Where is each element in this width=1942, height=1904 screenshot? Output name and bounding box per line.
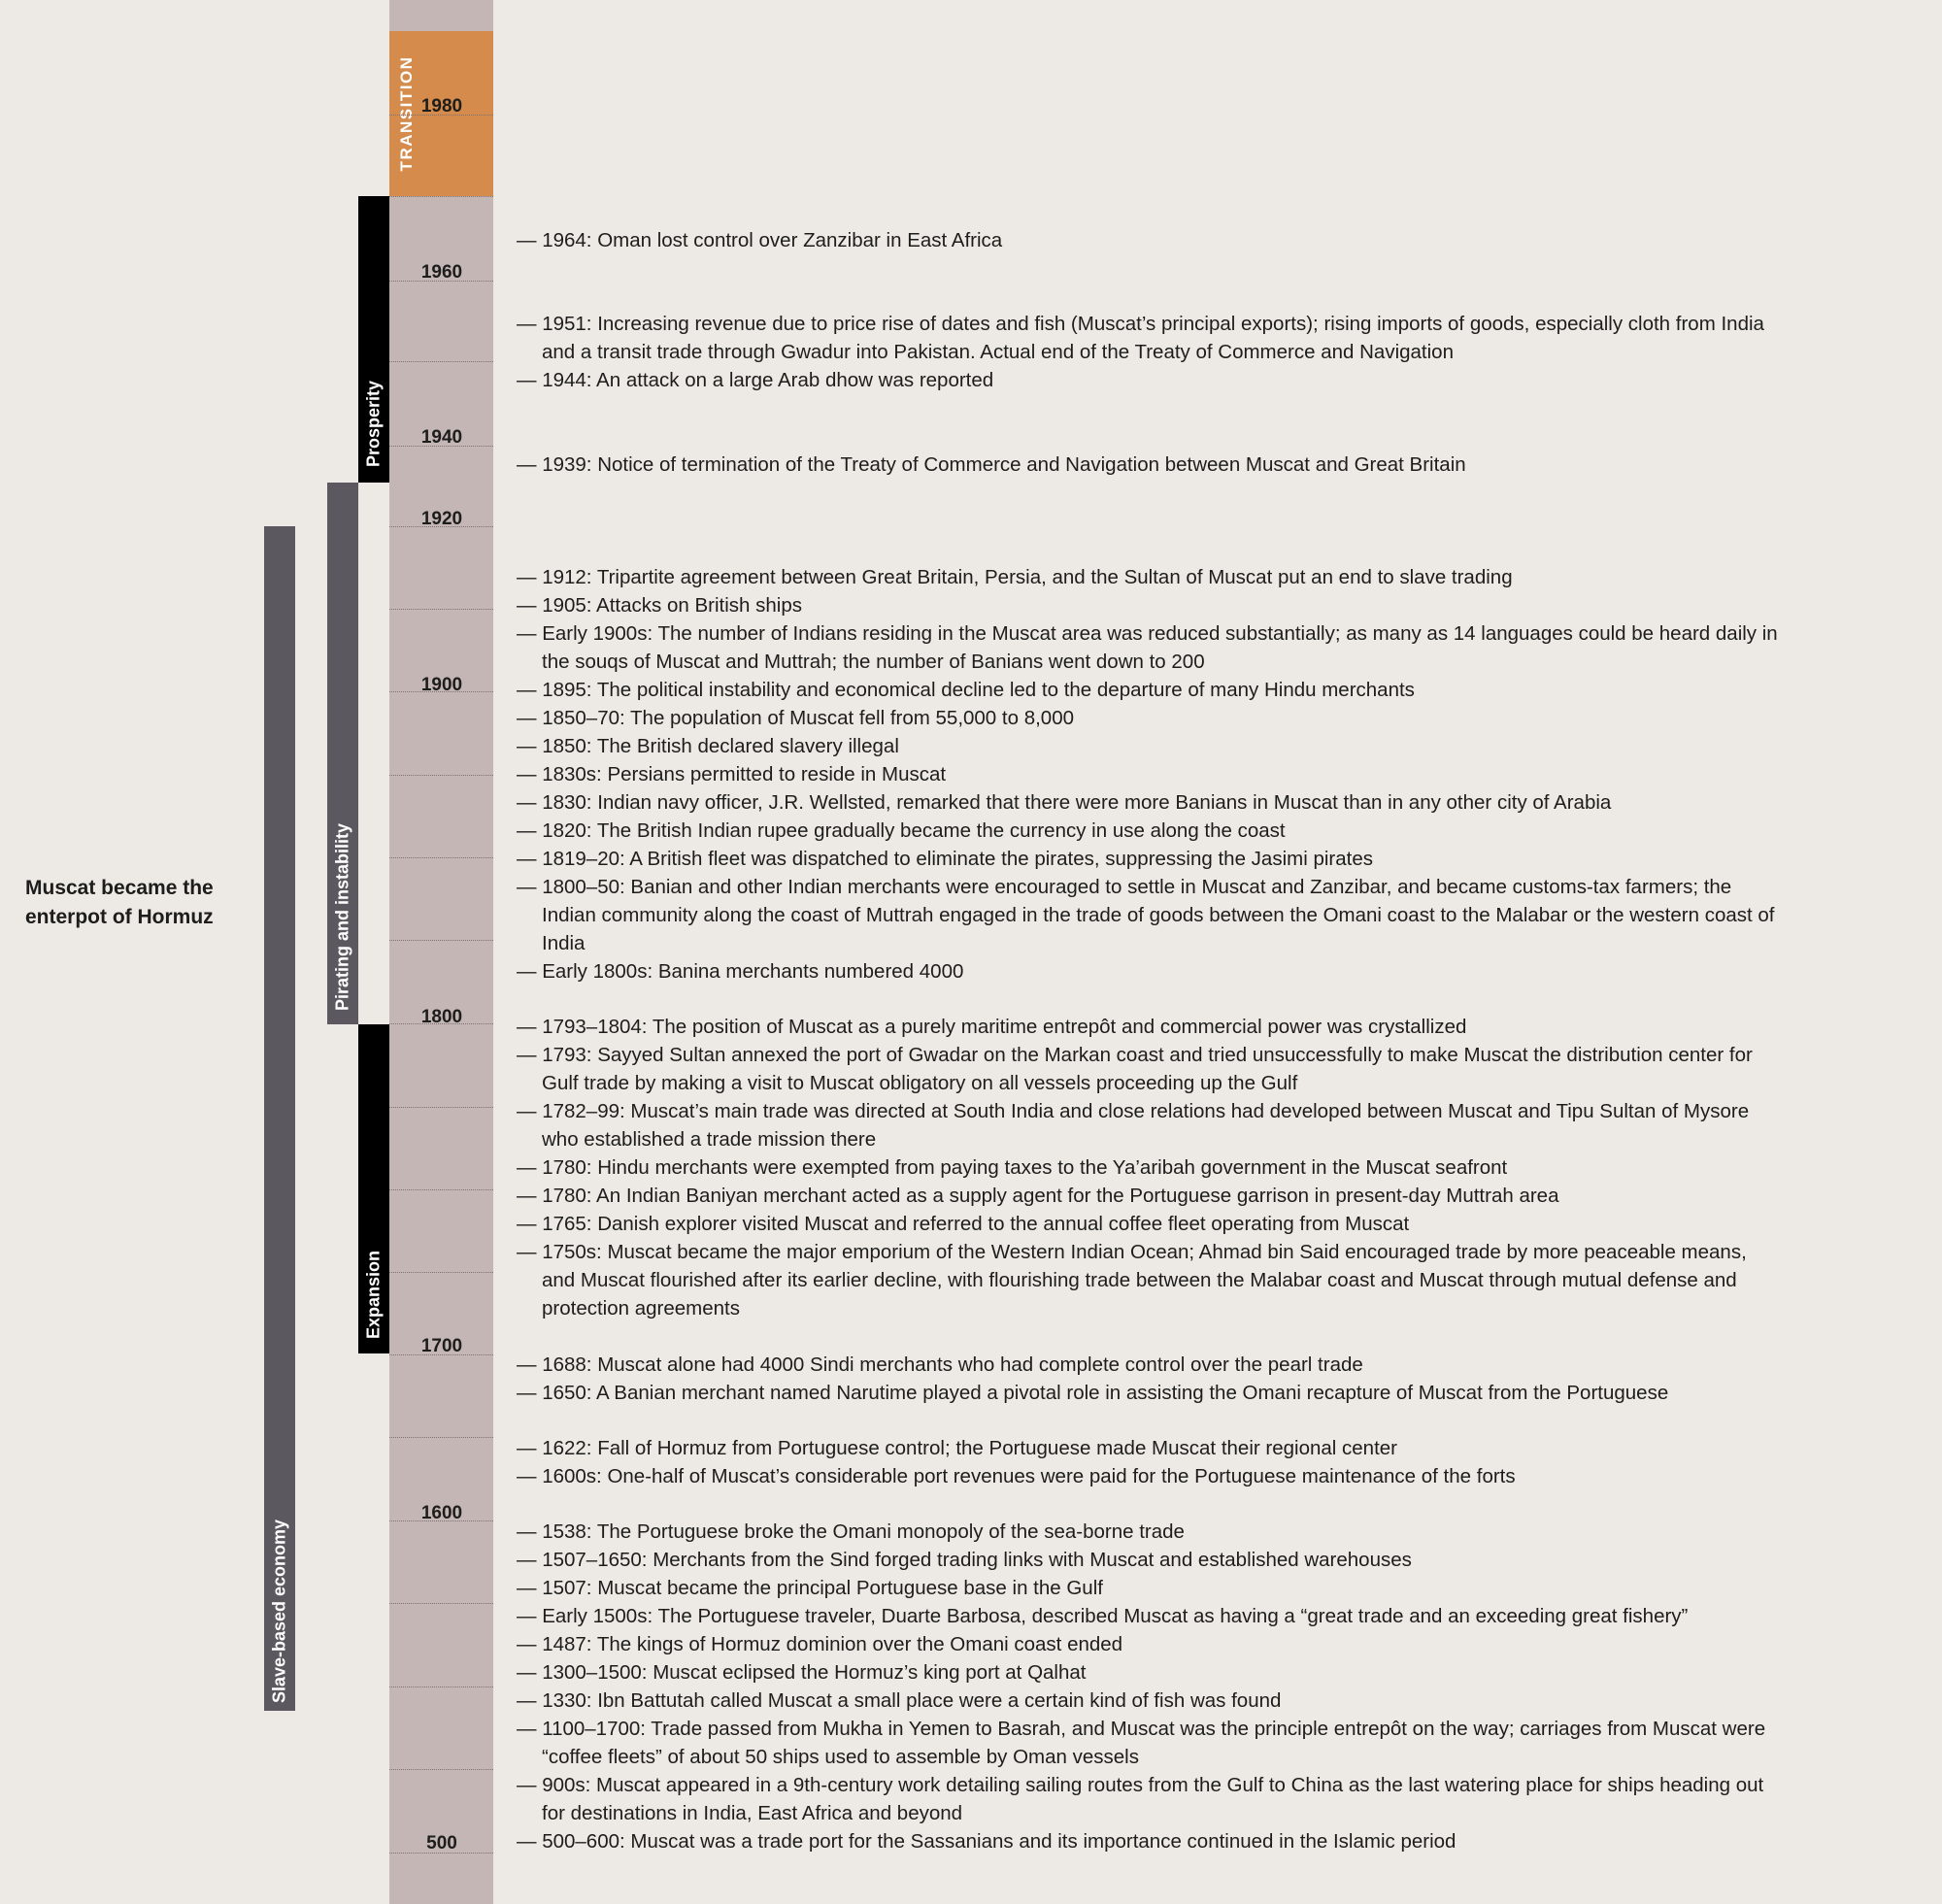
- axis-tick: [389, 196, 493, 197]
- axis-tick: [389, 361, 493, 362]
- timeline-event: — 1100–1700: Trade passed from Mukha in Yemen to Basrah, and Muscat was the principle entrepôt on the way; carriages from Muscat were “coffee fleets” of about 50 ships used to assemble by Oman vessels: [517, 1718, 1766, 1768]
- period-label-pirating: Pirating and instability: [332, 822, 352, 1012]
- hormuz-note: Muscat became the enterpot of Hormuz: [25, 877, 214, 928]
- timeline-event: — 1964: Oman lost control over Zanzibar in East Africa: [517, 229, 1003, 251]
- timeline-event: — 1750s: Muscat became the major emporium of the Western Indian Ocean; Ahmad bin Said encouraged trade by more peaceable means, and Muscat flourished after its earlier decline, with flourishing trade between the Malabar coast and Muscat through mutual defense and protection agreements: [517, 1241, 1747, 1319]
- timeline-event: — 1330: Ibn Battutah called Muscat a small place were a certain kind of fish was found: [517, 1689, 1282, 1712]
- timeline-event: — 1912: Tripartite agreement between Great Britain, Persia, and the Sultan of Muscat put an end to slave trading: [517, 566, 1513, 588]
- year-label: 1980: [420, 96, 463, 117]
- year-label: 500: [426, 1833, 457, 1854]
- timeline-event: — Early 1500s: The Portuguese traveler, Duarte Barbosa, described Muscat as having a “great trade and an exceeding great fishery”: [517, 1605, 1689, 1627]
- timeline-event: — 1688: Muscat alone had 4000 Sindi merchants who had complete control over the pearl trade: [517, 1353, 1363, 1376]
- timeline-event: — 1830s: Persians permitted to reside in Muscat: [517, 763, 947, 785]
- period-label-slave-economy: Slave-based economy: [269, 1519, 289, 1704]
- timeline-event: — 1780: An Indian Baniyan merchant acted as a supply agent for the Portuguese garrison in present-day Muttrah area: [517, 1185, 1559, 1207]
- timeline-event: — 1300–1500: Muscat eclipsed the Hormuz’s king port at Qalhat: [517, 1661, 1087, 1684]
- year-label: 1700: [420, 1336, 463, 1356]
- axis-tick: [389, 609, 493, 610]
- axis-tick: [389, 1189, 493, 1190]
- timeline-event: — 1765: Danish explorer visited Muscat and referred to the annual coffee fleet operating from Muscat: [517, 1213, 1410, 1235]
- timeline-event: — 1895: The political instability and economical decline led to the departure of many Hindu merchants: [517, 679, 1415, 701]
- axis-tick: [389, 1107, 493, 1108]
- period-label-expansion: Expansion: [363, 1250, 384, 1340]
- timeline-event: — 1507–1650: Merchants from the Sind forged trading links with Muscat and established warehouses: [517, 1549, 1412, 1571]
- axis-tick: [389, 857, 493, 858]
- period-bar-prosperity: [358, 196, 389, 483]
- period-bar-expansion: [358, 1024, 389, 1353]
- timeline-event: — 1830: Indian navy officer, J.R. Wellsted, remarked that there were more Banians in Muscat than in any other city of Arabia: [517, 791, 1612, 814]
- timeline-event: — 1820: The British Indian rupee gradually became the currency in use along the coast: [517, 819, 1286, 842]
- timeline-event: — 1850: The British declared slavery illegal: [517, 735, 899, 757]
- timeline-event: — 1600s: One-half of Muscat’s considerable port revenues were paid for the Portuguese maintenance of the forts: [517, 1465, 1516, 1487]
- timeline-event: — Early 1800s: Banina merchants numbered 4000: [517, 960, 964, 983]
- timeline-event: — 900s: Muscat appeared in a 9th-century work detailing sailing routes from the Gulf to China as the last watering place for ships heading out for destinations in India, East Africa and beyond: [517, 1774, 1764, 1824]
- timeline-event: — 1944: An attack on a large Arab dhow was reported: [517, 369, 994, 391]
- year-label: 1600: [420, 1503, 463, 1523]
- period-bar-slave-economy: [264, 526, 295, 1711]
- timeline-event: — 1793: Sayyed Sultan annexed the port of Gwadar on the Markan coast and tried unsuccessfully to make Muscat the distribution center for Gulf trade by making a visit to Muscat obligatory on all vessels proceeding up the Gulf: [517, 1044, 1753, 1094]
- year-label: 1900: [420, 675, 463, 695]
- axis-tick: [389, 1769, 493, 1770]
- timeline-event: — 1622: Fall of Hormuz from Portuguese control; the Portuguese made Muscat their regional center: [517, 1437, 1398, 1459]
- timeline-event: — 1780: Hindu merchants were exempted from paying taxes to the Ya’aribah government in the Muscat seafront: [517, 1156, 1508, 1179]
- transition-label-text: TRANSITION: [397, 55, 416, 172]
- period-bar-pirating: [327, 483, 358, 1024]
- axis-tick: [389, 1437, 493, 1438]
- axis-tick: [389, 775, 493, 776]
- timeline-event: — 1905: Attacks on British ships: [517, 594, 802, 617]
- axis-tick: [389, 1603, 493, 1604]
- timeline-event: — 1793–1804: The position of Muscat as a purely maritime entrepôt and commercial power was crystallized: [517, 1016, 1467, 1038]
- timeline-event: — 1850–70: The population of Muscat fell from 55,000 to 8,000: [517, 707, 1074, 729]
- timeline-event: — 500–600: Muscat was a trade port for the Sassanians and its importance continued in the Islamic period: [517, 1830, 1456, 1853]
- year-label: 1940: [420, 427, 463, 448]
- timeline-event: — 1538: The Portuguese broke the Omani monopoly of the sea-borne trade: [517, 1520, 1185, 1543]
- timeline-event: — 1939: Notice of termination of the Treaty of Commerce and Navigation between Muscat and Great Britain: [517, 453, 1466, 476]
- timeline-event: — 1507: Muscat became the principal Portuguese base in the Gulf: [517, 1577, 1103, 1599]
- timeline-event: — 1487: The kings of Hormuz dominion over the Omani coast ended: [517, 1633, 1123, 1655]
- timeline-axis: [389, 0, 493, 1904]
- timeline-event: — 1951: Increasing revenue due to price rise of dates and fish (Muscat’s principal exports); rising imports of goods, especially cloth from India and a transit trade through Gwadur into Pakistan. Actual end of the Treaty of Commerce and Navigation: [517, 313, 1764, 363]
- timeline-event: — Early 1900s: The number of Indians residing in the Muscat area was reduced substantially; as many as 14 languages could be heard daily in the souqs of Muscat and Muttrah; the number of Banians went down to 200: [517, 622, 1778, 673]
- axis-tick: [389, 1272, 493, 1273]
- period-label-prosperity: Prosperity: [363, 380, 384, 468]
- year-label: 1920: [420, 509, 463, 529]
- year-label: 1800: [420, 1007, 463, 1027]
- timeline-event: — 1800–50: Banian and other Indian merchants were encouraged to settle in Muscat and Zanzibar, and became customs-tax farmers; the Indian community along the coast of Muttrah engaged in the trade of goods between the Omani coast to the Malabar or the western coast of India: [517, 876, 1775, 954]
- year-label: 1960: [420, 262, 463, 283]
- timeline-event: — 1650: A Banian merchant named Narutime played a pivotal role in assisting the Omani recapture of Muscat from the Portuguese: [517, 1382, 1669, 1404]
- axis-tick: [389, 940, 493, 941]
- timeline-event: — 1782–99: Muscat’s main trade was directed at South India and close relations had developed between Muscat and Tipu Sultan of Mysore who established a trade mission there: [517, 1100, 1750, 1151]
- timeline-event: — 1819–20: A British fleet was dispatched to eliminate the pirates, suppressing the Jasimi pirates: [517, 848, 1373, 870]
